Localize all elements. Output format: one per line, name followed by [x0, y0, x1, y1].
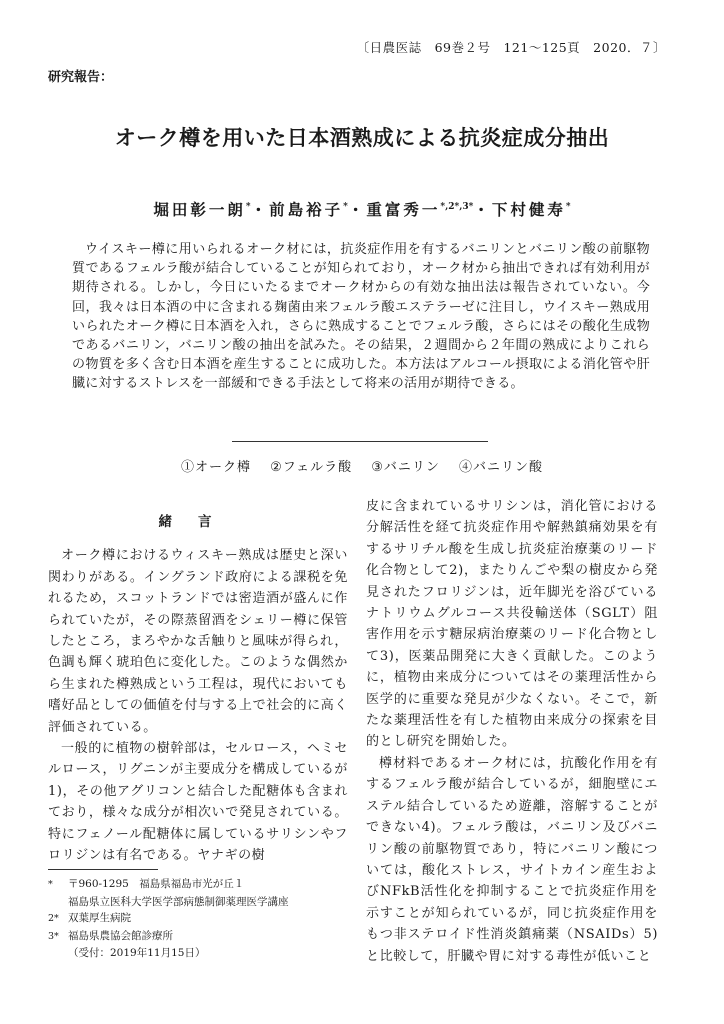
author-affiliation-mark: *: [565, 201, 571, 212]
footnote-mark: *: [48, 879, 53, 890]
author-name: 重富秀一: [366, 200, 441, 219]
author-separator: ・: [347, 200, 367, 219]
keyword: ③バニリン: [371, 460, 440, 475]
footnote-affiliation: 福島県農協会館診療所: [68, 929, 173, 942]
body-paragraph: オーク樽におけるウィスキー熟成は歴史と深い関わりがある。イングランド政府による課税を免れるため，スコットランドでは密造酒が盛んに作られていたが，その際蒸留酒をシェリー樽に保管したところ，まろやかな舌触りと風味が得られ，色調も輝く琥珀色に変化した。このような偶然から生まれた樽熟成という工程は，現代においても嗜好品としての価値を付与する上で社会的に高く評価されている。: [48, 548, 348, 735]
author-name: 下村健寿: [491, 200, 566, 219]
author-list: [0, 198, 724, 220]
section-label: 研究報告：: [48, 70, 114, 85]
keyword: ②フェルラ酸: [270, 460, 353, 475]
author-name: 前島裕子: [269, 200, 344, 219]
author-name: 堀田彰一朗: [153, 200, 246, 219]
author-affiliation-mark: *: [245, 201, 251, 212]
footnote-address: 〒960-1295 福島県福島市光が丘１: [68, 878, 245, 890]
keyword: ①オーク樽: [180, 460, 251, 475]
body-paragraph: 一般的に植物の樹幹部は，セルロース，ヘミセルロース，リグニンが主要成分を構成しているが1)，その他アグリコンと結合した配糖体も含まれており，様々な成分が相次いで発見されている。特にフェノール配糖体に属しているサリシンやフロリジンは有名である。ヤナギの樹: [48, 741, 348, 864]
body-column-right: [366, 496, 658, 967]
footnote-mark: 2*: [48, 913, 59, 925]
body-paragraph: 樽材料であるオーク材には，抗酸化作用を有するフェルラ酸が結合しているが，細胞壁にエステル結合しているため遊離，溶解することができない4)。フェルラ酸は，バニリン及びバニリン酸の前駆物質であり，特にバニリン酸については，酸化ストレス，サイトカイン産生およびNFkB活性化を抑制することで抗炎症作用を示すことが知られているが，同じ抗炎症作用をもつ非ステロイド性消炎鎮痛薬（NSAIDs）5)と比較して，肝臓や胃に対する毒性が低いこと: [366, 755, 658, 964]
author-affiliation-mark: *: [343, 201, 348, 212]
paper-title: オーク樽を用いた日本酒熟成による抗炎症成分抽出: [114, 125, 610, 150]
footnote: [48, 928, 348, 946]
footnote-affiliation: 双葉厚生病院: [68, 912, 131, 925]
abstract-divider: [232, 441, 488, 442]
abstract: ウイスキー樽に用いられるオーク材には，抗炎症作用を有するバニリンとバニリン酸の前駆物質であるフェルラ酸が結合していることが知られており，オーク材から抽出できれば有効利用が期待される。しかし，今日にいたるまでオーク材からの有効な抽出法は報告されていない。今回，我々は日本酒の中に含まれる麹菌由来フェルラ酸エステラーゼに注目し，ウイスキー熟成用いられたオーク樽に日本酒を入れ，さらに熟成することでフェルラ酸，さらにはその酸化生成物であるバニリン，バニリン酸の抽出を試みた。その結果，２週間から２年間の熟成によりこれらの物質を多く含む日本酒を産生することに成功した。本方法はアルコール摂取による消化管や肝臓に対するストレスを一部緩和できる手法として将来の活用が期待できる。: [72, 242, 650, 392]
footnote-divider: [48, 869, 158, 870]
footnote: [48, 910, 348, 928]
footnote-mark: 3*: [48, 930, 59, 942]
body-column-left: [48, 508, 348, 867]
author-separator: ・: [473, 200, 492, 219]
body-paragraph: 皮に含まれているサリシンは，消化管における分解活性を経て抗炎症作用や解熱鎮痛効果を有するサリチル酸を生成し抗炎症治療薬のリード化合物として2)，またりんごや梨の樹皮から発見されたフロリジンは，近年脚光を浴びているナトリウムグルコース共役輸送体（SGLT）阻害作用を示す糖尿病治療薬のリード化合物として3)，医薬品開発に大きく貢献した。このように，植物由来成分についてはその薬理活性から医学的に重要な発見が少なくない。そこで，新たな薬理活性を有した植物由来成分の探索を目的とし研究を開始した。: [366, 499, 658, 750]
received-date: （受付：2019年11月15日）: [68, 947, 206, 960]
author-affiliation-mark: *,2*,3*: [440, 201, 474, 212]
footnote-affiliation: 福島県立医科大学医学部病態制御薬理医学講座: [68, 895, 289, 908]
section-heading: 緒言: [158, 514, 238, 530]
keyword-list: [0, 456, 724, 475]
footnote-list: [48, 876, 348, 962]
author-separator: ・: [250, 200, 270, 219]
journal-citation: 〔日農医誌 69巻２号 121～125頁 2020．７〕: [356, 40, 666, 55]
keyword: ④バニリン酸: [459, 460, 544, 475]
footnote: [48, 876, 348, 894]
